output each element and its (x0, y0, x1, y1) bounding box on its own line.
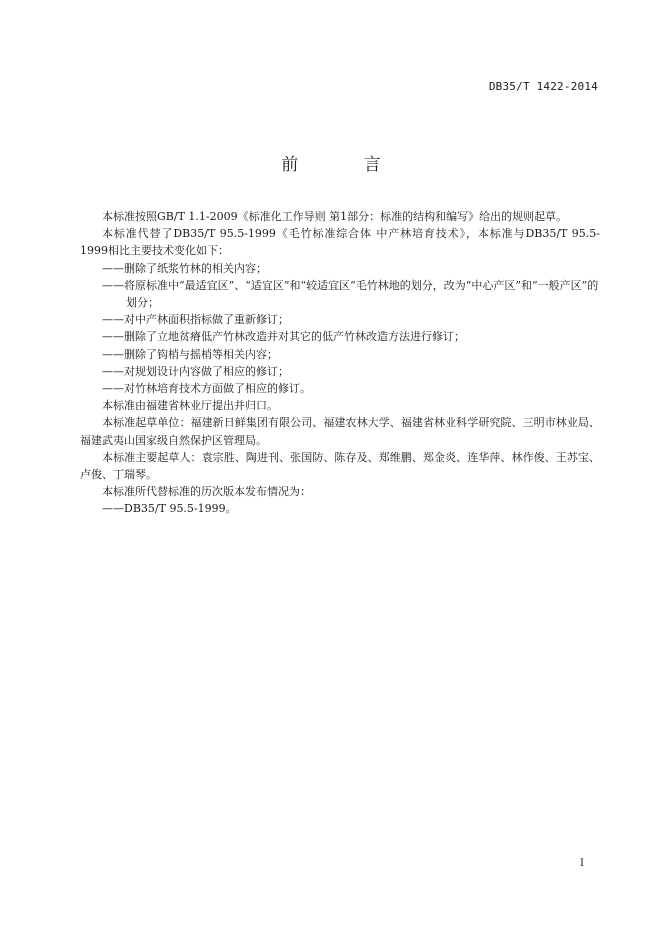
change-item: ——删除了纸浆竹林的相关内容； (102, 261, 267, 275)
change-item: ——对规划设计内容做了相应的修订； (102, 364, 289, 378)
paragraph-replacement: 本标准代替了DB35/T 95.5-1999《毛竹标准综合体 中产林培育技术》，本标准与DB35/T 95.5-1999相比主要技术变化如下： (80, 227, 600, 258)
paragraph-proposer: 本标准由福建省林业厅提出并归口。 (102, 399, 278, 413)
standard-code: DB35/T 1422-2014 (488, 80, 598, 93)
paragraph-version-history: 本标准所代替标准的历次版本发布情况为： (102, 485, 311, 499)
foreword-title: 前 言 (281, 155, 411, 175)
change-item: ——对中产林面积指标做了重新修订； (102, 313, 289, 327)
paragraph-drafting-rules: 本标准按照GB/T 1.1-2009《标准化工作导则 第1部分：标准的结构和编写》给出的规则起草。 (102, 210, 568, 223)
page-number: I (580, 858, 584, 869)
foreword-body (80, 208, 600, 518)
history-item: ——DB35/T 95.5-1999。 (102, 502, 237, 516)
change-item: ——对竹林培育技术方面做了相应的修订。 (102, 382, 311, 396)
paragraph-drafting-units: 本标准起草单位：福建新日鲜集团有限公司、福建农林大学、福建省林业科学研究院、三明市林业局、福建武夷山国家级自然保护区管理局。 (80, 416, 600, 447)
change-item: ——将原标准中“最适宜区”、“适宜区”和“较适宜区”毛竹林地的划分，改为“中心产区”和“一般产区”的划分； (102, 278, 599, 310)
change-item: ——删除了立地贫瘠低产竹林改造并对其它的低产竹林改造方法进行修订； (102, 330, 465, 344)
change-item: ——删除了钩梢与摇梢等相关内容； (102, 347, 278, 361)
paragraph-drafters: 本标准主要起草人：袁宗胜、陶进刊、张国防、陈存及、郑维鹏、郑金炎、连华萍、林作俊、王苏宝、卢俊、丁瑞琴。 (80, 450, 600, 482)
